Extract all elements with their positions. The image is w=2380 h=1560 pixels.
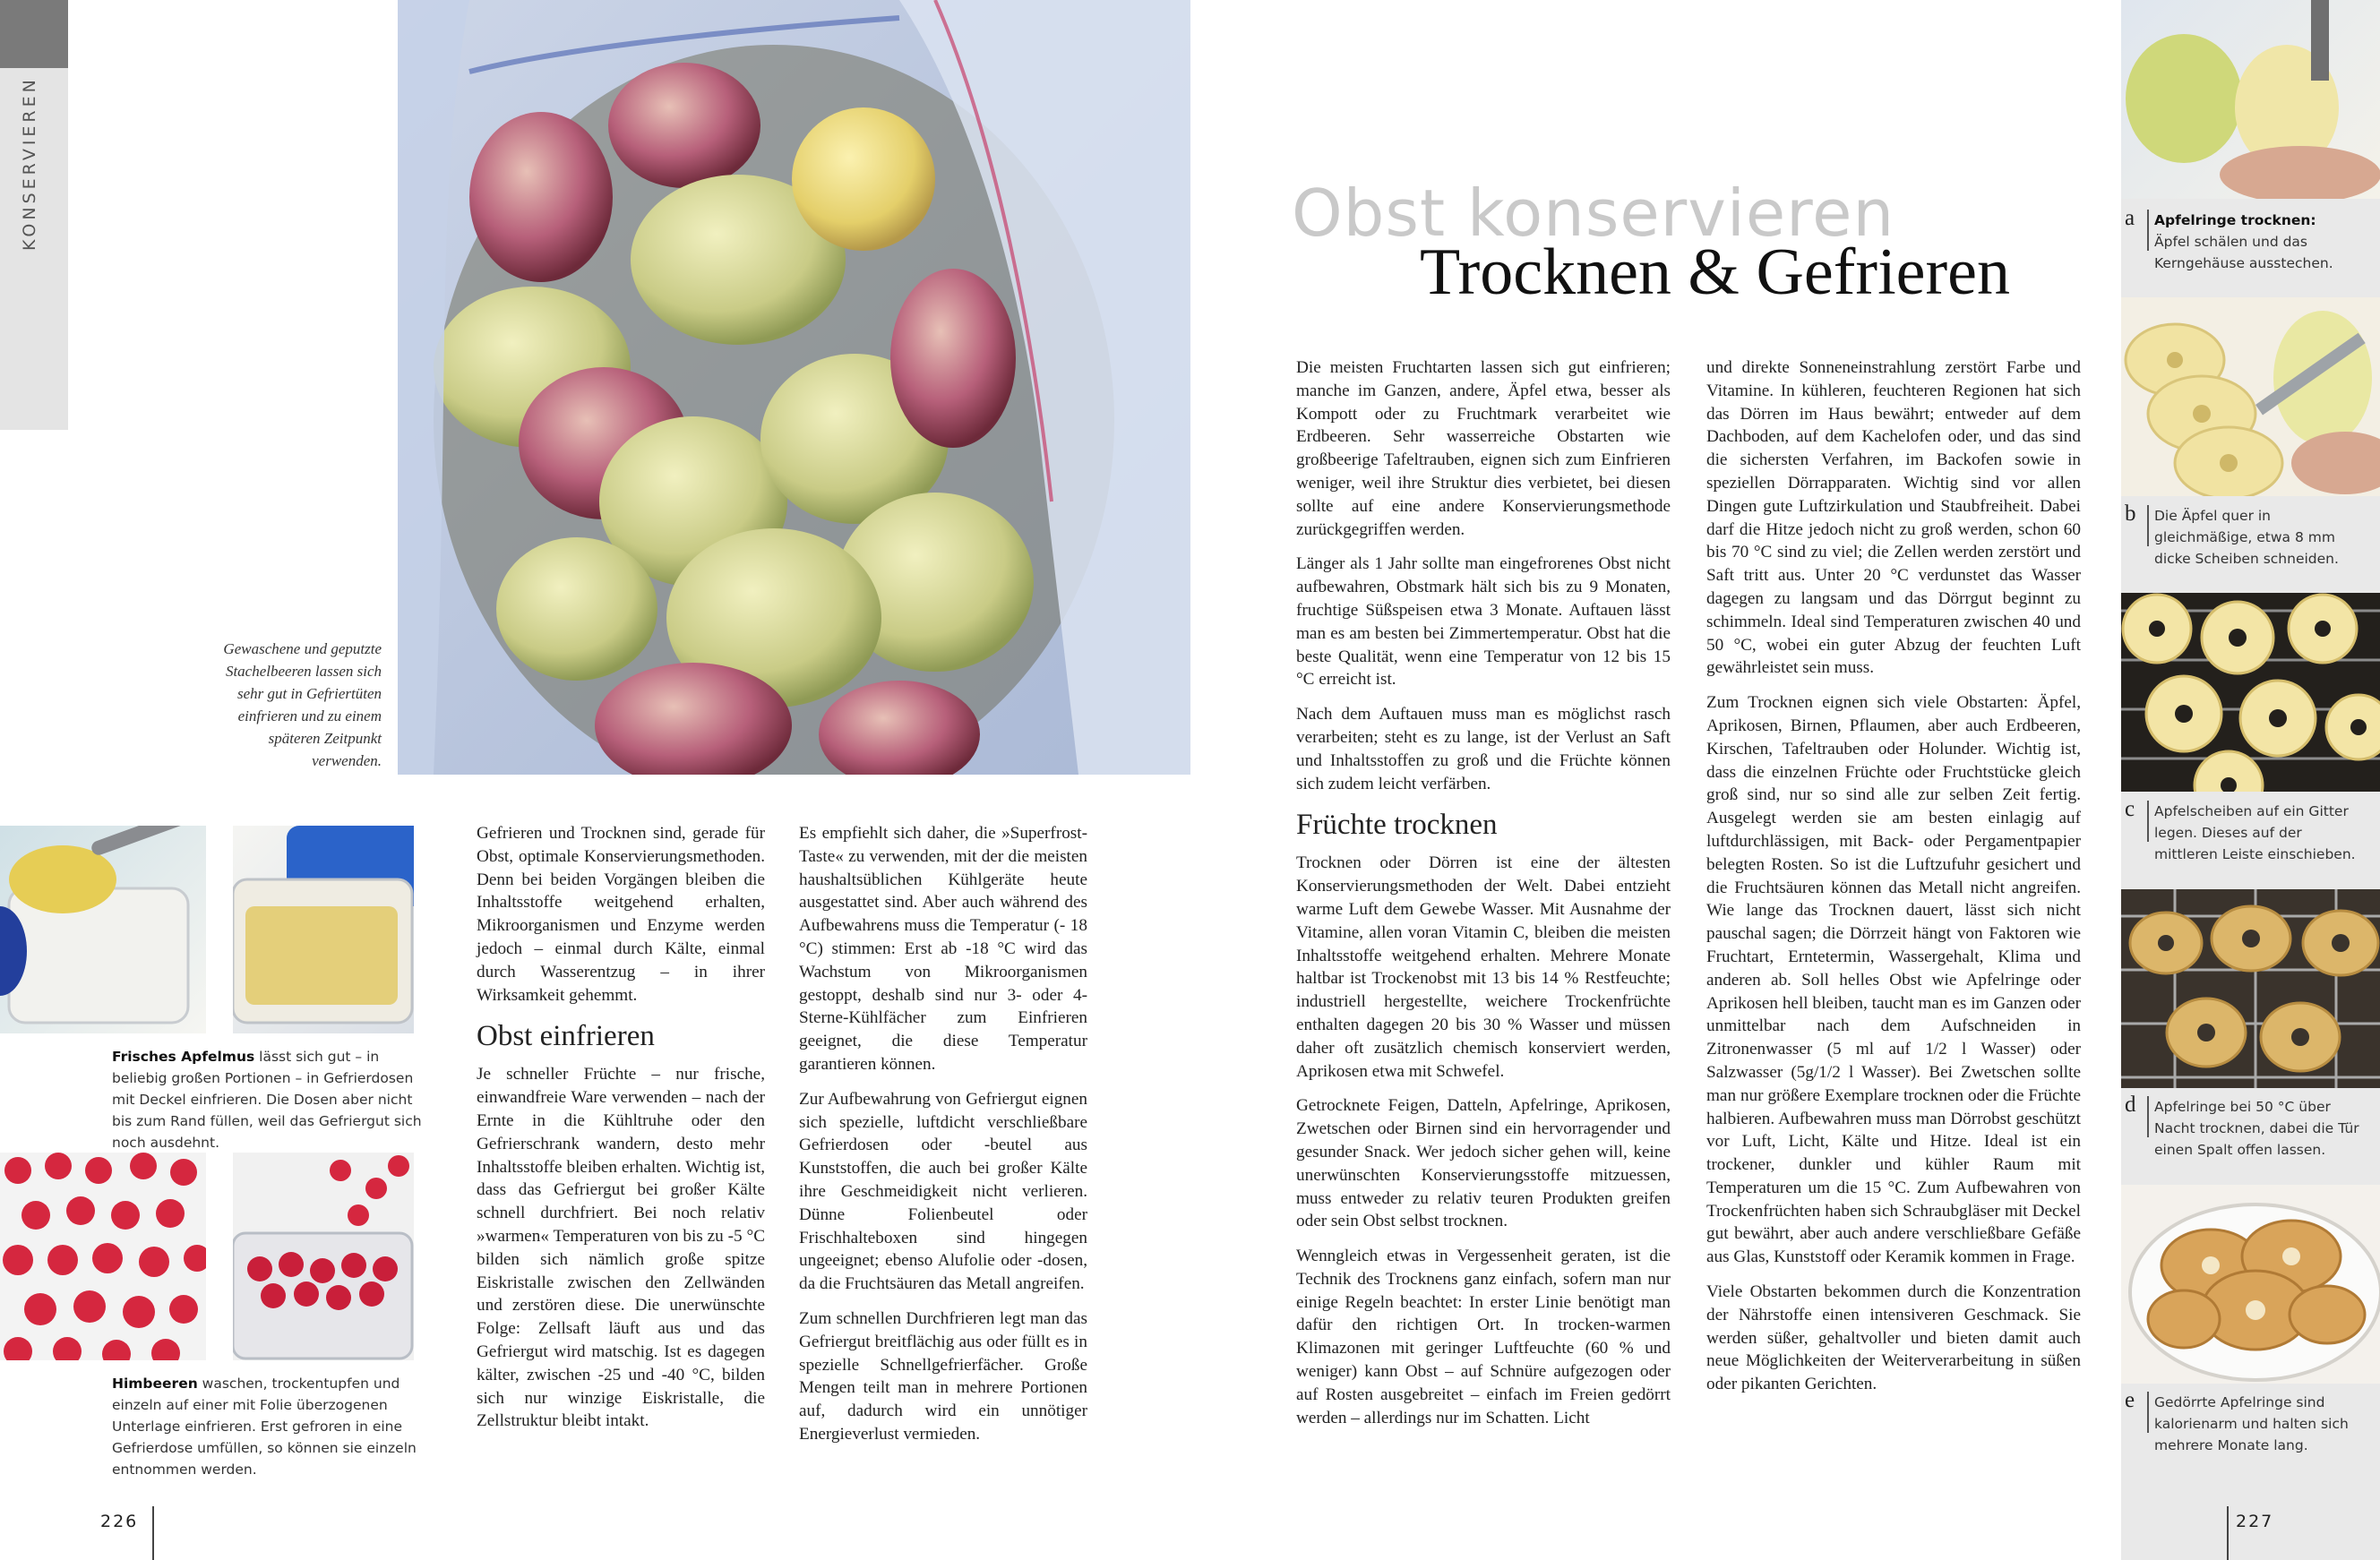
step-caption-c: Apfelscheiben auf ein Gitter legen. Dieses auf der mittleren Leiste einschieben. — [2154, 803, 2356, 862]
section-tab-marker — [0, 0, 68, 68]
paragraph: Zum schnellen Durchfrieren legt man das Gefriergut breitflächig aus oder füllt es in spezielle Schnellgefrierfächer. Große Mengen teilt man in mehrere Portionen auf, dadurch wird ein unnötiger Energieverlust vermieden. — [799, 1308, 1087, 1444]
step-caption-a — [2154, 210, 2365, 274]
caption-apfelmus-text: lässt sich gut – in beliebig großen Portionen – in Gefrierdosen mit Deckel einfrieren. Die Dosen aber nicht bis zum Rand füllen, weil das Gefriergut sich noch ausdehnt. — [112, 1049, 422, 1151]
paragraph: Je schneller Früchte – nur frische, einwandfreie Ware verwenden – nach der Ernte in die Kühltruhe oder den Gefrierschrank wandern, desto mehr Inhaltsstoffe bleiben erhalten. Wichtig ist, dass das Gefriergut bei großer Kälte schnell durchfriert. Bei noch relativ »warmen« Temperaturen von bis zu -5 °C bilden sich nämlich große spitze Eiskristalle zwischen den Zellwänden und zerstören diese. Die unerwünschte Folge: Zellsaft läuft aus und das Gefriergut wird matschig. Ist es dagegen kälter, zwischen -25 und -40 °C, bilden sich nur winzige Eiskristalle, die Zellstruktur bleibt intakt. — [477, 1065, 765, 1431]
subheading-obst-einfrieren: Obst einfrieren — [477, 1020, 655, 1053]
step-caption-b: Die Äpfel quer in gleichmäßige, etwa 8 mm dicke Scheiben schneiden. — [2154, 508, 2339, 567]
paragraph: Gefrieren und Trocknen sind, gerade für Obst, optimale Konservierungsmethoden. Denn bei beiden Vorgängen bleiben die Inhaltsstoffe weitgehend erhalten, Mikroorganismen und Enzyme werden jedoch – einmal durch Kälte, einmal durch Wasserentzug – in ihrer Wirksamkeit gehemmt. — [477, 824, 765, 1005]
section-tab-label: KONSERVIEREN — [20, 76, 39, 251]
step-photo-b-apple-slicing — [2121, 297, 2380, 496]
step-rule — [2147, 1392, 2149, 1433]
caption-apfelmus-bold: Frisches Apfelmus — [112, 1049, 255, 1065]
paragraph: Trocknen oder Dörren ist eine der ältesten Konservierungsmethoden der Welt. Dabei entzieht warme Luft dem Gewebe Wasser. Mit Ausnahme der Vitamine, allen voran Vitamin C, bleiben die meisten Inhaltsstoffe weitgehend erhalten. Mehrere Monate haltbar ist Trockenobst mit 13 bis 14 % Restfeuchte; industriell hergestellte, weichere Trockenfrüchte enthalten dagegen 20 bis 30 % Wasser und müssen daher oft zusätzlich chemisch konserviert werden, Aprikosen etwa mit Schwefel. — [1296, 853, 1671, 1081]
paragraph: Länger als 1 Jahr sollte man eingefrorenes Obst nicht aufbewahren, Obstmark hält sich bis zu 9 Monaten, fruchtige Süßspeisen etwa 3 Monate. Auftauen lässt man es am besten bei Zimmertemperatur. Obst hat die beste Qualität, wenn eine Temperatur von 12 bis 15 °C erreicht ist. — [1296, 554, 1671, 690]
caption-himbeeren — [112, 1373, 436, 1480]
page-number-right: 227 — [2236, 1512, 2274, 1531]
photo-applesauce-spoon — [0, 826, 206, 1033]
step-caption-d: Apfelringe bei 50 °C über Nacht trocknen, dabei die Tür einen Spalt offen lassen. — [2154, 1099, 2359, 1158]
step-letter-c: c — [2125, 797, 2135, 821]
page-number-rule-left — [152, 1506, 154, 1560]
step-photo-d-dried-rings-oven — [2121, 889, 2380, 1088]
step-photo-c-apple-rings-rack — [2121, 593, 2380, 792]
page-number-rule-right — [2227, 1506, 2229, 1560]
text-column-3 — [1296, 356, 1671, 1441]
photo-applesauce-container — [233, 826, 414, 1033]
caption-apfelmus — [112, 1046, 434, 1153]
step-rule — [2147, 210, 2149, 251]
paragraph: Viele Obstarten bekommen durch die Konzentration der Nährstoffe einen intensiveren Geschmack. Sie werden süßer, gehaltvoller und bieten damit auch neue Möglichkeiten der Weiterverarbeitung in süßen oder pikanten Gerichten. — [1706, 1282, 2081, 1394]
paragraph: Zur Aufbewahrung von Gefriergut eignen sich spezielle, luftdicht verschließbare Gefrierdosen oder -beutel aus Kunststoffen, die auch bei großer Kälte ihre Geschmeidigkeit nicht verlieren. Dünne Folienbeutel oder Frischhalteboxen sind hingegen ungeeignet; ebenso Alufolie oder -dosen, da die Fruchtsäuren das Metall angreifen. — [799, 1089, 1087, 1294]
paragraph: Getrocknete Feigen, Datteln, Apfelringe, Aprikosen, Zwetschen oder Birnen sind ein hervorragender und gesunder Snack. Wer jedoch sicher gehen will, keine unerwünschten Konservierungsstoffe mitzuessen, muss entweder zu relativ teuren Produkten greifen oder sein Obst selbst trocknen. — [1296, 1096, 1671, 1231]
step-caption-a-text: Äpfel schälen und das Kerngehäuse ausstechen. — [2154, 234, 2333, 271]
step-letter-e: e — [2125, 1388, 2135, 1412]
headline-title: Trocknen & Gefrieren — [1420, 236, 2010, 309]
hero-photo-gooseberries-bag — [398, 0, 1190, 775]
step-caption-a-bold: Apfelringe trocknen: — [2154, 212, 2316, 228]
photo-raspberries-tray — [0, 1153, 206, 1360]
step-letter-d: d — [2125, 1093, 2136, 1117]
subheading-fruechte-trocknen: Früchte trocknen — [1296, 809, 1498, 842]
step-rule — [2147, 505, 2149, 546]
step-letter-b: b — [2125, 501, 2136, 526]
headline-overline: Obst konservieren — [1292, 176, 1895, 251]
paragraph: und direkte Sonneneinstrahlung zerstört Farbe und Vitamine. In kühleren, feuchteren Regionen hat sich das Dörren im Haus bewährt; entweder auf dem Dachboden, auf dem Kachelofen oder, und das sind die sichersten Verfahren, im Backofen sowie in speziellen Dörrapparaten. Wichtig sind vor allen Dingen gute Luftzirkulation und Staubfreiheit. Dabei darf die Hitze jedoch nicht zu groß werden, schon 60 bis 70 °C sind zu viel; die Zellen werden zerstört und Saft tritt aus. Unter 20 °C verdunstet das Wasser dagegen zu langsam und das Dörrgut beginnt zu schimmeln. Ideal sind Temperaturen zwischen 40 und 50 °C, wobei ein guter Abzug der feuchten Luft gewährleistet sein muss. — [1706, 358, 2081, 678]
text-column-2 — [799, 822, 1087, 1458]
hero-caption: Gewaschene und geputzte Stachelbeeren lassen sich sehr gut in Gefriertüten einfrieren und zu einem späteren Zeitpunkt verwenden. — [223, 640, 382, 769]
step-rule — [2147, 801, 2149, 842]
photo-raspberries-container — [233, 1153, 414, 1360]
text-column-4 — [1706, 356, 2081, 1408]
step-photo-a-apple-coring — [2121, 0, 2380, 199]
paragraph: Nach dem Auftauen muss man es möglichst rasch verarbeiten; steht es zu lange, ist der Verlust an Saft und Inhaltsstoffen zu groß und die Früchte können sich zudem leicht verfärben. — [1296, 705, 1671, 793]
paragraph: Wenngleich etwas in Vergessenheit geraten, ist die Technik des Trocknens ganz einfach, sofern man nur einige Regeln beachtet: In erster Linie benötigt man dafür den richtigen Ort. In trocken-warmen Klimazonen mit geringer Luftfeuchte (60 % und weniger) kann Obst – auf Schnüre aufgezogen oder auf Rosten ausgebreitet – einfach im Freien gedörrt werden – allerdings nur im Schatten. Licht — [1296, 1247, 1671, 1427]
step-letter-a: a — [2125, 206, 2135, 230]
step-photo-e-dried-rings-bowl — [2121, 1185, 2380, 1384]
caption-himbeeren-text: waschen, trockentupfen und einzeln auf einer mit Folie überzogenen Unterlage einfrieren. Erst gefroren in eine Gefrierdose umfüllen, so können sie einzeln entnommen werden. — [112, 1376, 417, 1478]
step-caption-e: Gedörrte Apfelringe sind kalorienarm und halten sich mehrere Monate lang. — [2154, 1394, 2349, 1453]
paragraph: Die meisten Fruchtarten lassen sich gut einfrieren; manche im Ganzen, andere, Äpfel etwa, besser als Kompott oder zu Fruchtmark verarbeitet wie Erdbeeren. Sehr wasserreiche Obstarten wie großbeerige Tafeltrauben, eignen sich zum Einfrieren weniger, weil ihre Struktur dies verbietet, bei diesen sollte auf eine andere Konservierungsmethode zurückgegriffen werden. — [1296, 358, 1671, 539]
page-number-left: 226 — [100, 1512, 139, 1531]
caption-himbeeren-bold: Himbeeren — [112, 1376, 198, 1392]
step-rule — [2147, 1096, 2149, 1137]
paragraph: Zum Trocknen eignen sich viele Obstarten: Äpfel, Aprikosen, Birnen, Pflaumen, aber auch Erdbeeren, Kirschen, Tafeltrauben oder Holunder. Wichtig ist, dass die einzelnen Früchte oder Fruchtstücke gleich groß sind, nur so sind alle zur selben Zeit fertig. Ausgelegt werden sie am besten einlagig auf luftdurchlässigen, mit Back- oder Pergamentpapier belegten Rosten. So ist die Luftzufuhr gesichert und die Fruchtsäuren können das Metall nicht angreifen. Wie lange das Trocknen dauert, lässt sich nicht pauschal sagen; die Dörrzeit hängt von Faktoren wie Fruchtart, Erntetermin, Wassergehalt, Klima und anderen ab. Soll helles Obst wie Apfelringe oder Aprikosen hell bleiben, taucht man es im Ganzen oder unmittelbar nach dem Aufschneiden in Zitronenwasser (5 ml auf 1/2 l Wasser) oder Salzwasser (5g/1/2 l Wasser). Bei Zwetschen sollte man nur größere Exemplare trocknen oder die Früchte halbieren. Aufbewahren muss man Dörrobst geschützt vor Luft, Licht, Kälte und Hitze. Ideal ist ein trockener, dunkler und kühler Raum mit Temperaturen um die 15 °C. Zum Aufbewahren von Trockenfrüchten haben sich Schraubgläser mit Deckel gut bewährt, aber auch andere verschließbare Gefäße aus Glas, Kunststoff oder Keramik kommen in Frage. — [1706, 693, 2081, 1267]
paragraph: Es empfiehlt sich daher, die »Superfrost-Taste« zu verwenden, mit der die meisten haushaltsüblichen Kühlgeräte heute ausgestattet sind. Aber auch während des Aufbewahrens muss die Temperatur (- 18 °C) stimmen: Erst ab -18 °C wird das Wachstum von Mikroorganismen gestoppt, deshalb sind nur 3- oder 4-Sterne-Kühlfächer zum Einfrieren geeignet, die diese Temperatur garantieren können. — [799, 824, 1087, 1074]
text-column-1 — [477, 822, 765, 1444]
